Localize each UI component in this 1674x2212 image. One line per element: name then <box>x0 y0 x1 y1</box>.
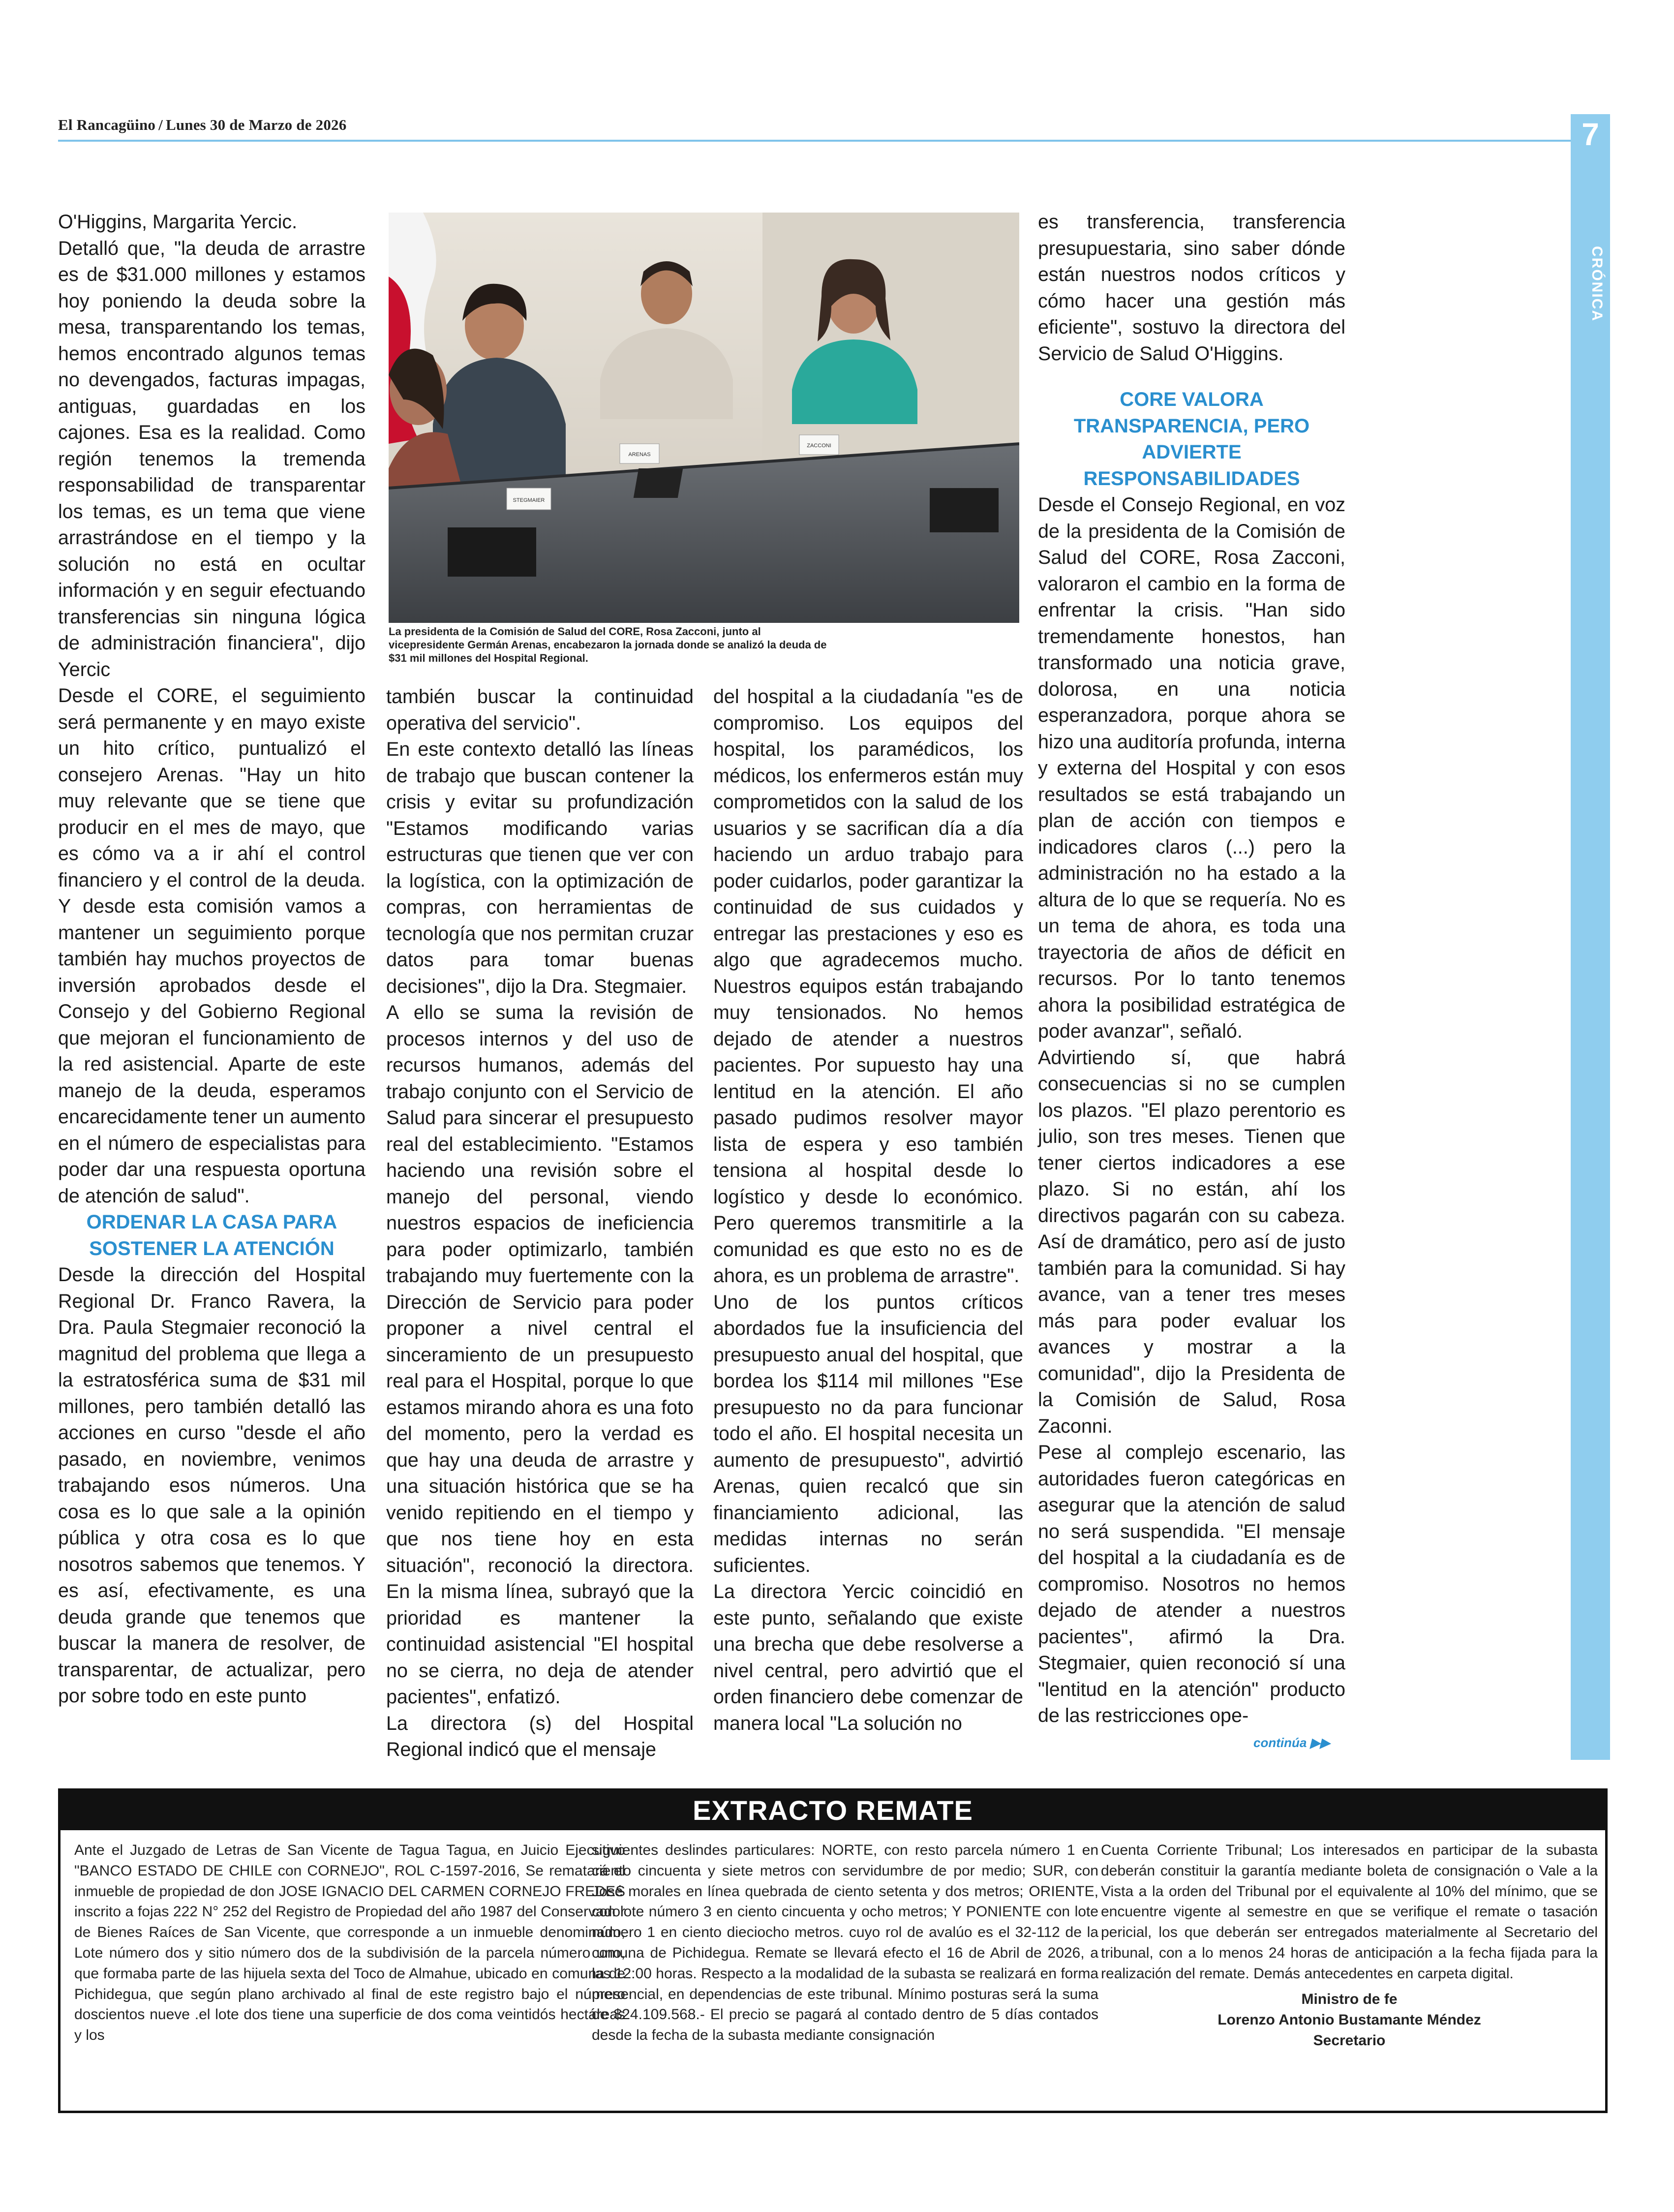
article-column-2 <box>386 684 694 1763</box>
page-number: 7 <box>1582 117 1599 152</box>
article-column-3 <box>713 684 1023 1737</box>
paragraph: Desde la dirección del Hospital Regional Dr. Franco Ravera, la Dra. Paula Stegmaier reconoció la magnitud del problema que llega a la estratosférica suma de $31 mil millones, pero también detalló las acciones en curso "desde el año pasado, en noviembre, venimos trabajando esos números. Una cosa es lo que sale a la opinión pública y otra cosa es lo que nosotros sabemos que tenemos. Y es así, efectivamente, es una deuda grande que tenemos que buscar la manera de resolver, de transparentar, de actualizar, pero por sobre todo en este punto <box>58 1264 365 1707</box>
masthead-separator: / <box>158 116 163 133</box>
meeting-photo-illustration <box>389 213 1019 623</box>
paragraph: del hospital a la ciudadanía "es de compromiso. Los equipos del hospital, los paramédicos, los médicos, los enfermeros están muy comprometidos con la salud de los usuarios y se sacrifican día a día haciendo un arduo trabajo para poder cuidarlos, poder garantizar la continuidad de sus cuidados y entregar las prestaciones y eso es algo que agradecemos mucho. Nuestros equipos están trabajando muy tensionados. No hemos dejado de atender a nuestros pacientes. Por supuesto hay una lentitud en la atención. El año pasado pudimos resolver mayor lista de espera y eso también tensiona al hospital desde lo logístico y desde lo económico. Pero queremos transmitirle a la comunidad es que esto no es de ahora, es un problema de arrastre". <box>713 686 1023 1287</box>
paragraph: En este contexto detalló las líneas de trabajo que buscan contener la crisis y evitar su profundización "Estamos modificando varias estructuras que tienen que ver con la logística, con la optimización de compras, con herramientas de tecnología que nos permitan cruzar datos para tomar buenas decisiones", dijo la Dra. Stegmaier. <box>386 738 694 997</box>
paragraph: Advirtiendo sí, que habrá consecuencias si no se cumplen los plazos. "El plazo perentorio es julio, son tres meses. Tienen que tener ciertos indicadores a ese plazo. Si no están, ahí los directivos pagarán con su cabeza. Así de dramático, pero así de justo también para la comunidad. Si hay avance, van a tener tres meses más para poder evaluar los avances y mostrar a la comunidad", dijo la Presidenta de la Comisión de Salud, Rosa Zaconni. <box>1038 1046 1345 1437</box>
subheading: CORE VALORA TRANSPARENCIA, PERO ADVIERTE RESPONSABILIDADES <box>1073 389 1310 490</box>
signature-block <box>1101 1989 1598 2051</box>
paragraph: Pese al complejo escenario, las autoridades fueron categóricas en asegurar que la atención de salud no será suspendida. "El mensaje del hospital a la ciudadanía es de compromiso. Nosotros no hemos dejado de atender a nuestros pacientes", afirmó la Dra. Stegmaier, quien reconoció sí una "lentitud en la atención" producto de las restricciones ope- <box>1038 1442 1345 1726</box>
svg-text:ZACCONI: ZACCONI <box>807 443 831 449</box>
legal-notice-box <box>58 1788 1608 2113</box>
paragraph: La directora (s) del Hospital Regional indicó que el mensaje <box>386 1712 694 1760</box>
section-label: CRÓNICA <box>1589 246 1605 322</box>
svg-text:ARENAS: ARENAS <box>628 452 651 458</box>
header-rule <box>58 140 1571 142</box>
paragraph: Desde el Consejo Regional, en voz de la presidenta de la Comisión de Salud del CORE, Rosa Zacconi, valoraron el cambio en la forma de enfrentar la crisis. "Han sido tremendamente honestos, han transformado una noticia grave, dolorosa, en una noticia esperanzadora, porque ahora se hizo una auditoría profunda, interna y externa del Hospital y con esos resultados se está trabajando un plan de acción con tiempos e indicadores claros (...) pero la administración no ha estado a la altura de lo que se requería. No es un tema de ahora, es toda una trayectoria de años de déficit en recursos. Por lo tanto tenemos ahora la posibilidad estratégica de poder avanzar", señaló. <box>1038 494 1345 1042</box>
paragraph: La directora Yercic coincidió en este punto, señalando que existe una brecha que debe resolverse a nivel central, pero advirtió que el orden financiero debe comenzar de manera local "La solución no <box>713 1581 1023 1734</box>
signature-role: Ministro de fe <box>1301 1991 1398 2007</box>
svg-text:STEGMAIER: STEGMAIER <box>513 497 545 503</box>
signature-title: Secretario <box>1313 2032 1386 2049</box>
paragraph: Detalló que, "la deuda de arrastre es de $31.000 millones y estamos hoy poniendo la deuda sobre la mesa, transparentando los temas, hemos encontrado algunos temas no devengados, facturas impagas, antiguas, guardadas en los cajones. Esa es la realidad. Como región tenemos la tremenda responsabilidad de transparentar los temas, es un tema que viene arrastrándose en el tiempo y la solución no está en ocultar información y en seguir efectuando transferencias sin ninguna lógica de administración financiera", dijo Yercic <box>58 237 365 680</box>
signature-name: Lorenzo Antonio Bustamante Méndez <box>1217 2011 1481 2028</box>
publication-name: El Rancagüino <box>58 116 156 133</box>
paragraph: también buscar la continuidad operativa del servicio". <box>386 686 694 734</box>
paragraph: A ello se suma la revisión de procesos internos y del uso de recursos humanos, además del trabajo conjunto con el Servicio de Salud para sincerar el presupuesto real del establecimiento. "Estamos haciendo una revisión sobre el manejo del personal, viendo nuestros espacios de ineficiencia para poder optimizarlo, también trabajando muy fuertemente con la Dirección de Servicio para poder proponer a nivel central el sinceramiento de un presupuesto real para el Hospital, porque lo que estamos mirando ahora es una foto del momento, pero la verdad es que hay una deuda de arrastre y una situación histórica que se ha venido repitiendo en el tiempo y que nos tiene hoy en esta situación", reconoció la directora. En la misma línea, subrayó que la prioridad es mantener la continuidad asistencial "El hospital no se cierra, no deja de atender pacientes", enfatizó. <box>386 1002 694 1708</box>
paragraph: O'Higgins, Margarita Yercic. <box>58 211 298 233</box>
article-column-1 <box>58 209 365 1710</box>
article-column-4 <box>1038 209 1345 1729</box>
photo-caption: La presidenta de la Comisión de Salud del CORE, Rosa Zacconi, junto al vicepresidente Germán Arenas, encabezaron la jornada donde se analizó la deuda de $31 mil millones del Hospital Regional. <box>389 625 827 664</box>
section-sidebar <box>1571 114 1610 1760</box>
legal-notice-title: EXTRACTO REMATE <box>61 1791 1605 1830</box>
continues-link[interactable]: continúa ▶▶ <box>1253 1735 1330 1750</box>
paragraph: es transferencia, transferencia presupuestaria, sino saber dónde están nuestros nodos críticos y cómo hacer una gestión más eficiente", sostuvo la directora del Servicio de Salud O'Higgins. <box>1038 211 1345 365</box>
legal-notice-column-2: siguientes deslindes particulares: NORTE, con resto parcela número 1 en ciento cincuenta y siete metros con servidumbre de por medio; SUR, con José morales en línea quebrada de ciento setenta y dos metros; ORIENTE, con lote número 3 en ciento cincuenta y ocho metros; Y PONIENTE con lote número 1 en ciento dieciocho metros. cuyo rol de avalúo es el 32-112 de la comuna de Pichidegua. Remate se llevará efecto el 16 de Abril de 2026, a las 12:00 horas. Respecto a la modalidad de la subasta se realizará en forma presencial, en dependencias de este tribunal. Mínimo posturas será la suma de $24.109.568.- El precio se pagará al contado dentro de 5 días contados desde la fecha de la subasta mediante consignación <box>592 1842 1098 2044</box>
paragraph: Uno de los puntos críticos abordados fue la insuficiencia del presupuesto anual del hospital, que bordea los $114 mil millones "Ese presupuesto no da para funcionar todo el año. El hospital necesita un aumento de presupuesto", advirtió Arenas, quien recalcó que sin financiamiento adicional, las medidas internas no serán suficientes. <box>713 1291 1023 1576</box>
paragraph: Desde el CORE, el seguimiento será permanente y en mayo existe un hito crítico, puntualizó el consejero Arenas. "Hay un hito muy relevante que se tiene que producir en el mes de mayo, que es cómo va a ir ahí el control financiero y el control de la deuda. Y desde esta comisión vamos a mantener un seguimiento porque también hay muchos proyectos de inversión aprobados desde el Consejo y del Gobierno Regional que mejoran el funcionamiento de la red asistencial. Aparte de este manejo de la deuda, esperamos encarecidamente tener un aumento en el número de especialistas para poder dar una respuesta oportuna de atención de salud". <box>58 685 365 1207</box>
legal-notice-text: Cuenta Corriente Tribunal; Los interesados en participar de la subasta deberán constituir la garantía mediante boleta de consignación o Vale a la Vista a la orden del Tribunal por el equivalente al 10% del mínimo, que se encuentre vigente al semestre en que se verifique el remate o tasación pericial, los que deberán ser entregados materialmente al Secretario del tribunal, con a lo menos 24 horas de anticipación a la fecha fijada para la realización del remate. Demás antecedentes en carpeta digital. <box>1101 1842 1598 1982</box>
news-photo <box>389 213 1019 623</box>
masthead <box>58 116 346 134</box>
legal-notice-column-1: Ante el Juzgado de Letras de San Vicente de Tagua Tagua, en Juicio Ejecutivo "BANCO ESTADO DE CHILE con CORNEJO", ROL C-1597-2016, Se rematará el inmueble de propiedad de don JOSE IGNACIO DEL CARMEN CORNEJO FREDES inscrito a fojas 222 N° 252 del Registro de Propiedad del año 1987 del Conservador de Bienes Raíces de San Vicente, que corresponde a un inmueble denominado, Lote número dos y sitio número dos de la subdivisión de la parcela número uno, que formaba parte de las hijuela sexta del Toco de Almahue, ubicado en comuna de Pichidegua, que según plano archivado al final de este registro bajo el número doscientos nueve .el lote dos tiene una superficie de dos coma veintidós hectáreas y los <box>74 1842 625 2044</box>
subheading: ORDENAR LA CASA PARA SOSTENER LA ATENCIÓN <box>86 1211 337 1260</box>
publication-date: Lunes 30 de Marzo de 2026 <box>165 116 347 133</box>
legal-notice-column-3 <box>1101 1840 1598 2051</box>
